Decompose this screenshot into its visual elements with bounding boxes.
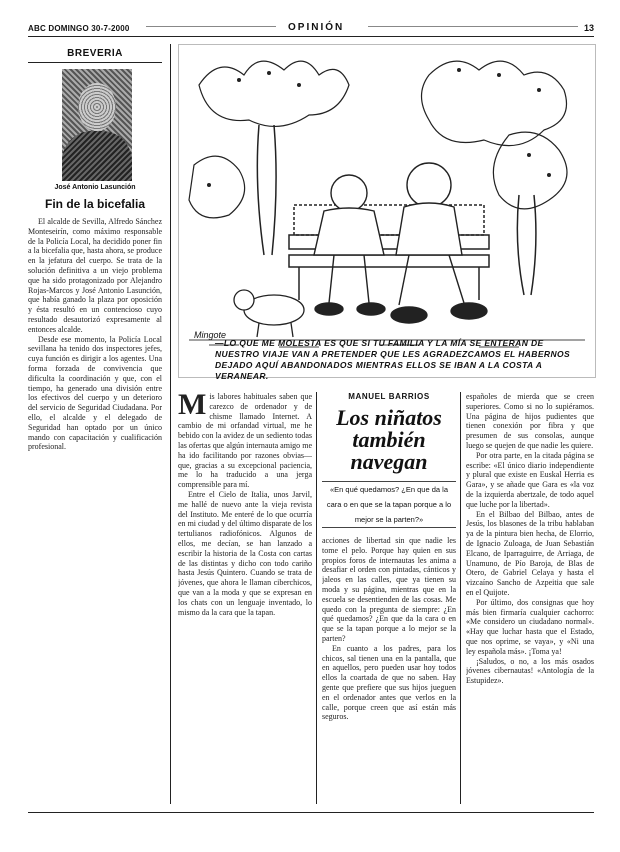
column-c xyxy=(466,392,594,686)
header-date: ABC DOMINGO 30-7-2000 xyxy=(28,24,130,33)
cartoon-caption: —LO QUE ME MOLESTA ES QUE SI TU FAMILIA Y LA MÍA SE ENTERAN DE NUESTRO VIAJE VAN A PRETENDER QUE LES AGRADEZCAMOS EL HABERNOS DEJADO AQUÍ ABANDONADOS MIENTRAS ELLOS SE IBAN A LA COSTA A VERANEAR. xyxy=(215,338,571,381)
footer-rule xyxy=(28,812,594,813)
page-header xyxy=(28,22,594,37)
section-title: OPINIÓN xyxy=(288,22,345,33)
column-paragraph: En cuanto a los padres, para los chicos, sal tienen una en la pantalla, que en aquellos, pero pueden usar hoy todos ellos la coartada de que no saben. Hay gente que prefiere que sus hijos jueguen en el ordenador antes que verlos en la calle, porque creen que así están más seguros. xyxy=(322,643,456,722)
pull-quote: «En qué quedamos? ¿En que da la cara o en que se la tapan porque a lo mejor se la parten?» xyxy=(326,485,452,524)
portrait-face xyxy=(78,83,116,131)
column-divider xyxy=(316,392,317,804)
column-paragraph: españoles de mierda que se creen superiores. Como si no lo supiéramos. Una página de hijos pudientes que tienen conexión por fibra y que presumen de sus consolas, aunque luego se quejen de que nadie les quiere. xyxy=(466,392,594,450)
header-rule-left xyxy=(146,26,276,27)
portrait-shoulders xyxy=(62,131,132,181)
page-number: 13 xyxy=(583,23,594,33)
column-title: Los niñatos también navegan xyxy=(336,405,442,474)
photo-caption: José Antonio Lasunción xyxy=(54,184,136,191)
column-divider xyxy=(460,392,461,804)
breveria-column xyxy=(28,48,162,452)
breveria-label: BREVERÍA xyxy=(67,48,123,59)
column-paragraph: Por otra parte, en la citada página se escribe: «El único diario independiente y plural que existe en Euskal Herria es Gara», y se añade que Gara es «la voz de la izquierda abertzale, de todo aquel que luche por la libertad». xyxy=(466,450,594,509)
column-b xyxy=(322,392,456,722)
pull-quote-rule xyxy=(322,527,456,528)
header-rule-right xyxy=(368,26,578,27)
breveria-paragraph: Desde ese momento, la Policía Local sevillana ha tenido dos inspectores jefes, cuya función es dirigir a los agentes. Una forma forzada de convivencia que dificulta la coordinación y que, con el tiempo, ha generado una división entre los efectivos del cuerpo y un deterioro del servicio de Seguridad Ciudadana. Por ello, el alcalde y el delegado de Seguridad han optado por un único mando con capacitación y cualificación profesional. xyxy=(28,334,162,452)
column-paragraph: is labores habituales saben que carezco de ordenador y de chisme llamado Internet. A cambio de mi orfandad virtual, me he bebido con la avidez de un sediento todas las ofertas que algún internauta amigo me ha ido facilitando por razones obvias—que, gracias a su excepcional paciencia, me lo ha traducido a una jerga comprensible para mí. xyxy=(178,392,312,490)
column-paragraph: Por último, dos consignas que hoy más bien firmaría cualquier cachorro: «Me considero un ciudadano normal». «Hay que luchar hasta que el Estado, que nos oprime, se vaya», y «Ni una ley española más». ¡Toma ya! xyxy=(466,597,594,656)
column-paragraph: Entre el Cielo de Italia, unos Jarvil, me hallé de nuevo ante la vieja revista del Instituto. Me enteré de lo que ocurría en mi ciudad y del último disparate de los tertulianos radiofónicos. Algunos de ellos, me decían, se han lanzado a escribir la historia de la Costa con cartas de las distintas y dicho con todo cariño hasta Jesús Quintero. Cuando se trata de jóvenes, que ahora le llaman ciberchicos, que van a la moda y que se expresan en los chats con un lenguaje inventado, lo mismo da la cara que la tapan. xyxy=(178,489,312,617)
portrait-photo xyxy=(62,69,132,181)
column-author: MANUEL BARRIOS xyxy=(348,392,430,401)
column-paragraph: En el Bilbao del Bilbao, antes de Jesús, los blasones de la tribu hablaban ya de la pintura bien hecha, de Elorrio, de Ignacio Zuloaga, de Juan Sebastián Elcano, de Iparraguirre, de Arriaga, de Unamuno, de Pío Baroja, de Blas de Otero, de Gabriel Celaya y hasta el vizcaíno Sancho de Azpeitia que sale en el Quijote. xyxy=(466,509,594,597)
column-a xyxy=(178,392,312,617)
breveria-body xyxy=(28,217,162,452)
breveria-rule xyxy=(28,62,162,63)
breveria-paragraph: El alcalde de Sevilla, Alfredo Sánchez Monteseirín, como máximo responsable de la Policía Local, ha decidido poner fin a la bicefalia que, hasta ahora, se produce en la jefatura del cuerpo. Se trata de la solución definitiva a un viejo problema que ha sido protagonizado por Alejandro Rojas-Marcos y José Antonio Lasunción, que había ganado la plaza por oposición y ésta resultó en un contencioso cuyo resultado desautorizó expresamente al entonces alcalde. xyxy=(28,217,162,334)
column-divider xyxy=(170,44,171,804)
cartoonist-signature: Mingote xyxy=(194,330,227,340)
column-paragraph: ¡Saludos, o no, a los más osados jóvenes cibernautas! «Antología de la Estupidez». xyxy=(466,656,594,686)
breveria-title: Fin de la bicefalia xyxy=(44,197,146,211)
column-b-body xyxy=(322,536,456,722)
column-paragraph: acciones de libertad sin que nadie les tome el pelo. Porque hay quien en sus propios foros de internautas les anima a desafiar el orden con pintadas, cánticos y jaleos en las calles, que ya tienen su moda y su página, mientras que en la escuela se desentienden de las cosas. Me quedo con la pregunta de siempre: ¿En qué quedamos? ¿En que da la cara o en que se la tapan porque a lo mejor se la parten? xyxy=(322,536,456,643)
cartoon-illustration xyxy=(178,44,596,378)
dropcap: M xyxy=(178,392,207,421)
